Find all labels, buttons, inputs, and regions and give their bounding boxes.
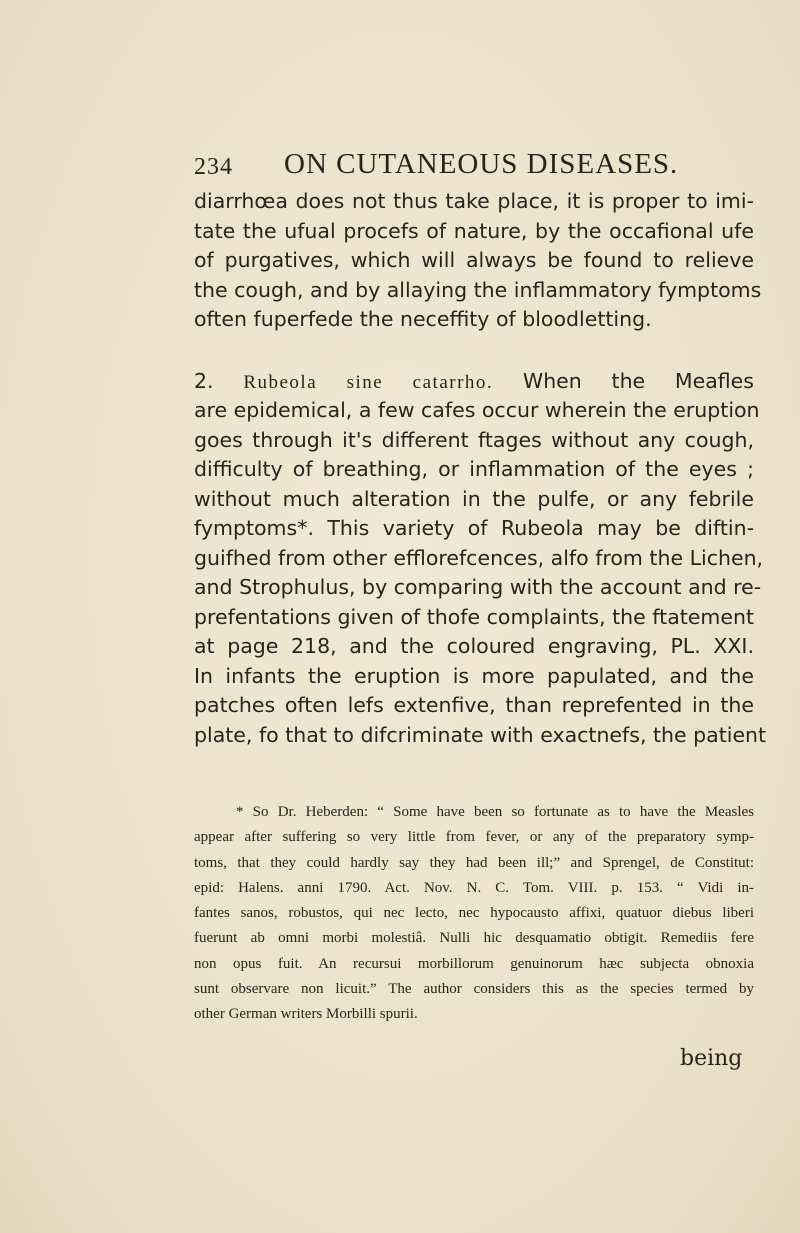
heading-line-text: When the Meafles bbox=[522, 368, 754, 393]
footnote-line: non opus fuit. An recursui morbillorum genuinorum hæc subjecta obnoxia bbox=[194, 955, 754, 972]
page-number: 234 bbox=[194, 154, 233, 180]
text-line: are epidemical, a few cafes occur wherein the eruption bbox=[194, 398, 760, 422]
main-text bbox=[194, 187, 767, 750]
footnote-line: appear after suffering so very little from fever, or any of the preparatory symp- bbox=[194, 829, 754, 846]
running-title: ON CUTANEOUS DISEASES. bbox=[284, 148, 679, 180]
section-heading-line bbox=[194, 367, 754, 397]
text-line: plate, fo that to difcriminate with exactnefs, the patient bbox=[194, 722, 767, 747]
footnote-line: fantes sanos, robustos, qui nec lecto, nec hypocausto affixi, quatuor diebus liberi bbox=[194, 905, 754, 922]
text-line: guifhed from other efflorefcences, alfo from the Lichen, bbox=[194, 545, 764, 570]
section-heading: Rubeola sine catarrho. bbox=[243, 371, 494, 393]
page-header bbox=[194, 148, 679, 188]
text-line: the cough, and by allaying the inflammatory fymptoms bbox=[194, 277, 762, 302]
footnote-line: toms, that they could hardly say they had been ill;” and Sprengel, de Constitut: bbox=[194, 854, 754, 871]
text-line: diarrhœa does not thus take place, it is proper to imi- bbox=[194, 189, 754, 213]
paragraph-treatment bbox=[194, 187, 762, 335]
paragraph-gap bbox=[194, 335, 754, 367]
text-line: without much alteration in the pulfe, or any febrile bbox=[194, 486, 754, 511]
footnote-line: other German writers Morbilli spurii. bbox=[194, 1006, 418, 1023]
text-line: fymptoms*. This variety of Rubeola may be diftin- bbox=[194, 516, 754, 540]
text-line: goes through it's different ftages without any cough, bbox=[194, 427, 754, 452]
text-line: prefentations given of thofe complaints, the ftatement bbox=[194, 604, 755, 629]
footnote-line: * So Dr. Heberden: “ Some have been so fortunate as to have the Measles bbox=[236, 804, 754, 820]
text-line: tate the ufual procefs of nature, by the occafional ufe bbox=[194, 218, 754, 243]
text-line: difficulty of breathing, or inflammation of the eyes ; bbox=[194, 457, 754, 481]
text-line: at page 218, and the coloured engraving, PL. XXI. bbox=[194, 634, 754, 658]
catchword: being bbox=[680, 1046, 743, 1071]
text-line: of purgatives, which will always be found to relieve bbox=[194, 248, 754, 272]
text-line: In infants the eruption is more papulated, and the bbox=[194, 663, 754, 688]
text-line: often fuperfede the neceffity of bloodletting. bbox=[194, 307, 652, 331]
footnote bbox=[194, 800, 754, 1028]
text-line: and Strophulus, by comparing with the account and re- bbox=[194, 575, 762, 599]
text-line: patches often lefs extenfive, than reprefented in the bbox=[194, 693, 754, 717]
section-number: 2. bbox=[194, 368, 214, 393]
footnote-line: epid: Halens. anni 1790. Act. Nov. N. C. Tom. VIII. p. 153. “ Vidi in- bbox=[194, 879, 754, 896]
footnote-line: fuerunt ab omni morbi molestiâ. Nulli hic desquamatio obtigit. Remediis fere bbox=[194, 930, 754, 947]
footnote-line: sunt observare non licuit.” The author considers this as the species termed by bbox=[194, 981, 754, 998]
paragraph-rubeola-sine-catarrho bbox=[194, 367, 767, 751]
